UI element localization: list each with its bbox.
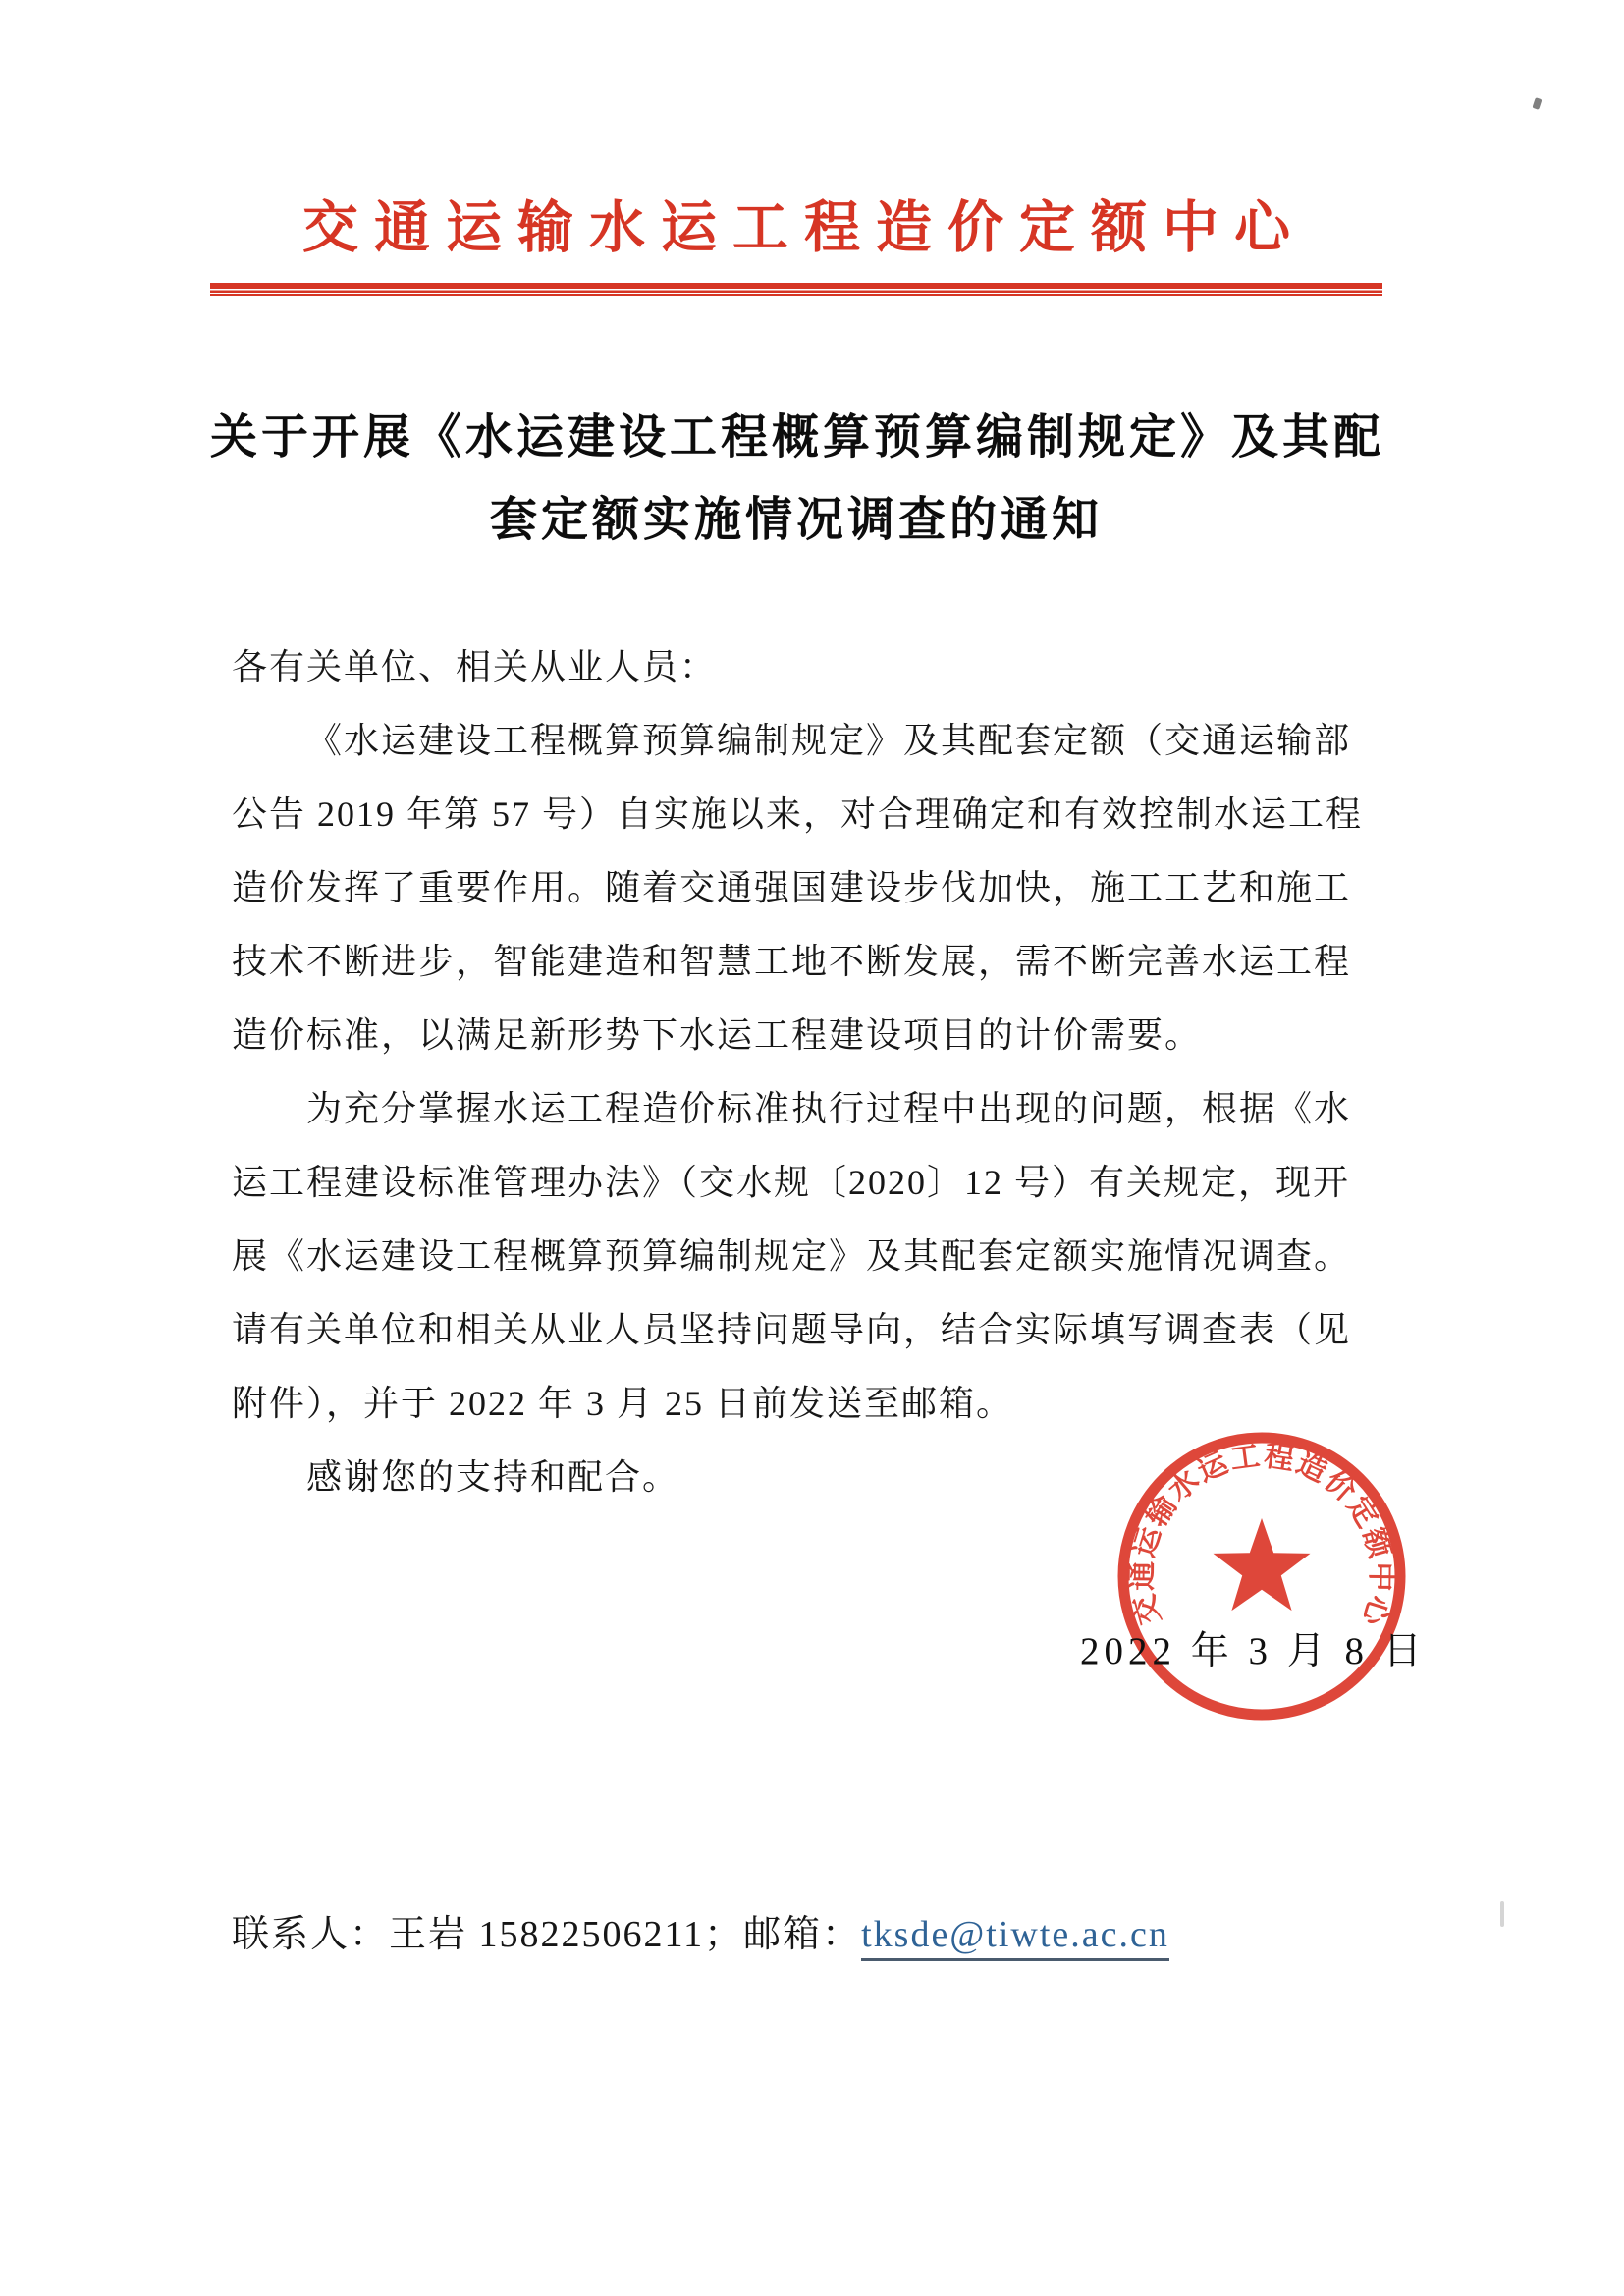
official-seal-stamp bbox=[1106, 1420, 1418, 1732]
body-line: 为充分掌握水运工程造价标准执行过程中出现的问题，根据《水 bbox=[306, 1089, 1352, 1128]
body-line: 请有关单位和相关从业人员坚持问题导向，结合实际填写调查表（见 bbox=[232, 1310, 1352, 1349]
seal-arc-text: 交通运输水运工程造价定额中心 bbox=[1125, 1440, 1398, 1632]
scan-speck bbox=[1532, 97, 1542, 110]
star-icon bbox=[1214, 1518, 1311, 1611]
body-line: 造价标准，以满足新形势下水运工程建设项目的计价需要。 bbox=[232, 1015, 1203, 1055]
body-line: 运工程建设标准管理办法》（交水规〔2020〕12 号）有关规定，现开 bbox=[232, 1163, 1351, 1202]
letterhead-org-name: 交通运输水运工程造价定额中心 bbox=[302, 197, 1306, 259]
contact-email-link[interactable]: tksde@tiwte.ac.cn bbox=[861, 1914, 1169, 1961]
scan-speck bbox=[1500, 1901, 1504, 1927]
doc-title-line1: 关于开展《水运建设工程概算预算编制规定》及其配 bbox=[210, 411, 1385, 464]
body-line: 《水运建设工程概算预算编制规定》及其配套定额（交通运输部 bbox=[306, 721, 1352, 760]
doc-title-line2: 套定额实施情况调查的通知 bbox=[489, 494, 1103, 546]
contact-label: 联系人：王岩 15822506211；邮箱： bbox=[232, 1914, 862, 1955]
body-text bbox=[232, 630, 1363, 1514]
letterhead-divider-rule bbox=[210, 283, 1382, 296]
body-line: 附件），并于 2022 年 3 月 25 日前发送至邮箱。 bbox=[232, 1384, 1014, 1423]
body-line: 技术不断进步，智能建造和智慧工地不断发展，需不断完善水运工程 bbox=[232, 942, 1352, 981]
contact-line bbox=[232, 1903, 1169, 1957]
body-line-closing: 感谢您的支持和配合。 bbox=[306, 1457, 680, 1497]
body-line: 公告 2019 年第 57 号）自实施以来，对合理确定和有效控制水运工程 bbox=[232, 794, 1364, 834]
body-line: 展《水运建设工程概算预算编制规定》及其配套定额实施情况调查。 bbox=[232, 1236, 1352, 1276]
signature-date: 2022 年 3 月 8 日 bbox=[1080, 1630, 1427, 1672]
body-line: 造价发挥了重要作用。随着交通强国建设步伐加快，施工工艺和施工 bbox=[232, 868, 1352, 907]
body-line-salutation: 各有关单位、相关从业人员： bbox=[232, 647, 718, 686]
